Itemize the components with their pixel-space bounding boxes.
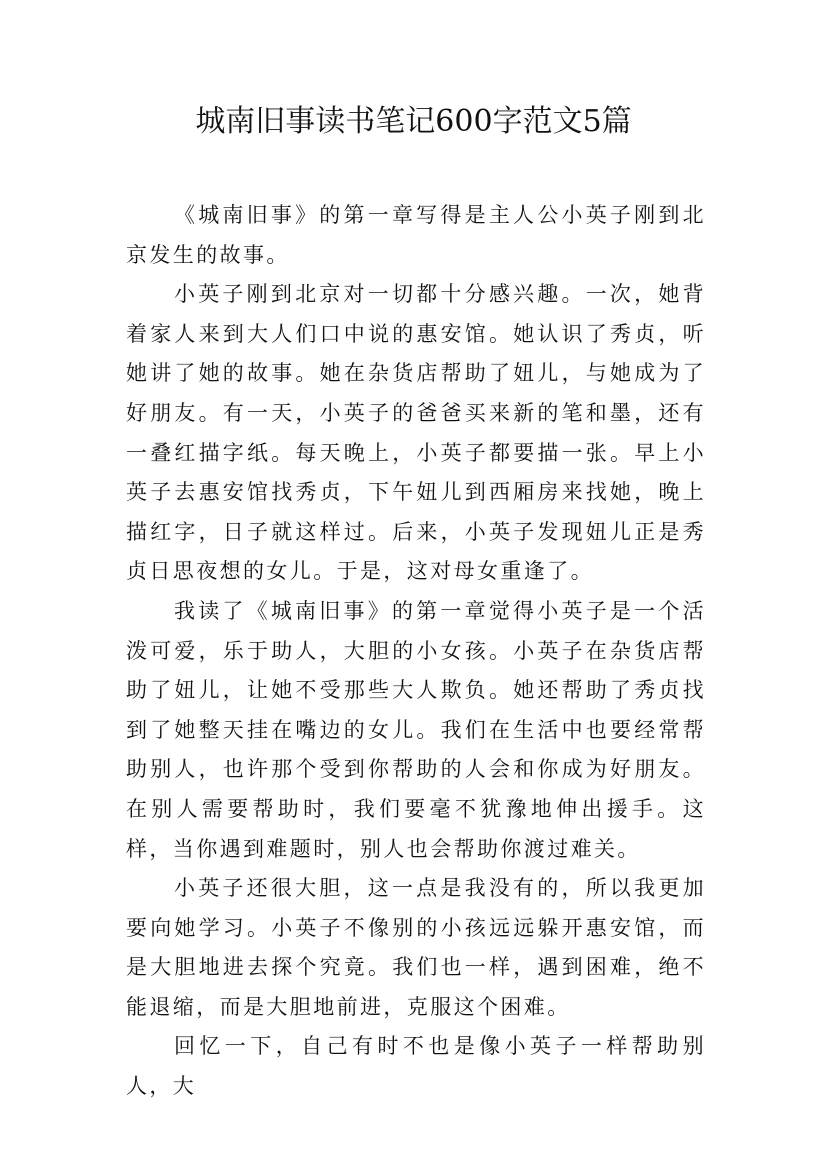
paragraph-3: 我读了《城南旧事》的第一章觉得小英子是一个活泼可爱，乐于助人，大胆的小女孩。小英子在杂货店帮助了妞儿，让她不受那些大人欺负。她还帮助了秀贞找到了她整天挂在嘴边的女儿。我们在生活中也要经常帮助别人，也许那个受到你帮助的人会和你成为好朋友。在别人需要帮助时，我们要毫不犹豫地伸出援手。这样，当你遇到难题时，别人也会帮助你渡过难关。 [126,598,706,861]
paragraph-2: 小英子刚到北京对一切都十分感兴趣。一次，她背着家人来到大人们口中说的惠安馆。她认识了秀贞，听她讲了她的故事。她在杂货店帮助了妞儿，与她成为了好朋友。有一天，小英子的爸爸买来新的笔和墨，还有一叠红描字纸。每天晚上，小英子都要描一张。早上小英子去惠安馆找秀贞，下午妞儿到西厢房来找她，晚上描红字，日子就这样过。后来，小英子发现妞儿正是秀贞日思夜想的女儿。于是，这对母女重逢了。 [126,282,706,584]
paragraph-5: 回忆一下，自己有时不也是像小英子一样帮助别人，大 [126,1034,706,1099]
document-title: 城南旧事读书笔记600字范文5篇 [195,104,632,139]
paragraph-1: 《城南旧事》的第一章写得是主人公小英子刚到北京发生的故事。 [126,203,706,267]
document-body [126,196,706,1107]
paragraph-4: 小英子还很大胆，这一点是我没有的，所以我更加要向她学习。小英子不像别的小孩远远躲开惠安馆，而是大胆地进去探个究竟。我们也一样，遇到困难，绝不能退缩，而是大胆地前进，克服这个困难。 [126,876,706,1019]
